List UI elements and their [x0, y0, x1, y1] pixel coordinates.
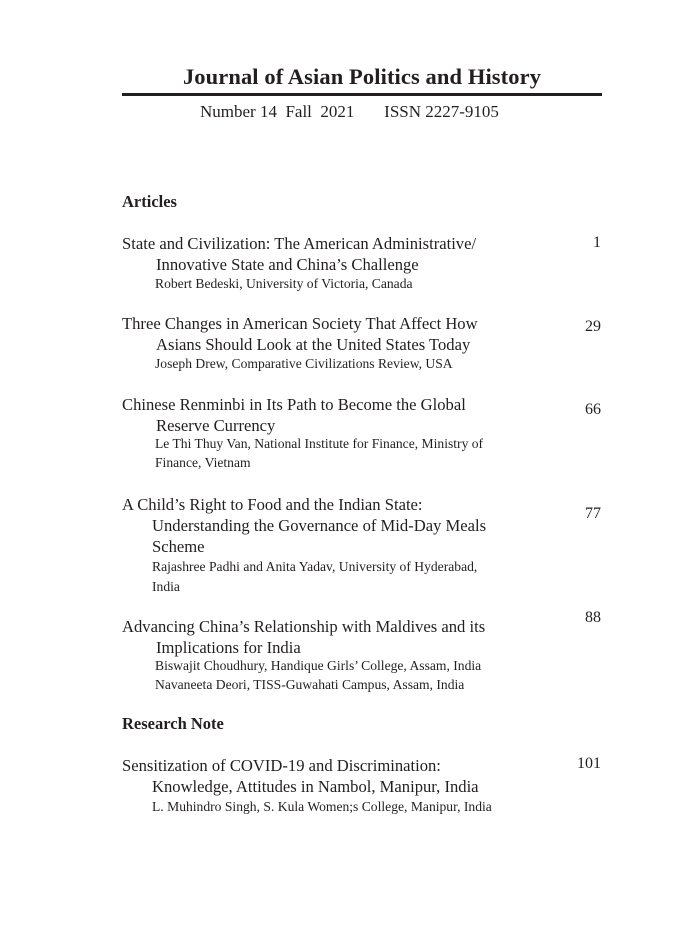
- entry-author-line: Navaneeta Deori, TISS-Guwahati Campus, Assam, India: [155, 677, 465, 692]
- entry-title-line: Asians Should Look at the United States Today: [156, 335, 471, 354]
- entry-author-line: Rajashree Padhi and Anita Yadav, University of Hyderabad,: [152, 559, 478, 574]
- entry-title-line: Reserve Currency: [156, 416, 276, 435]
- entry-author-line: India: [152, 579, 180, 594]
- entry-title-line: State and Civilization: The American Administrative/: [122, 234, 477, 253]
- entry-title-line: Chinese Renminbi in Its Path to Become the Global: [122, 395, 466, 414]
- entry-title-line: Understanding the Governance of Mid-Day Meals: [152, 516, 487, 535]
- issue-line: Number 14 Fall 2021 ISSN 2227-9105: [200, 102, 499, 121]
- entry-author-line: L. Muhindro Singh, S. Kula Women;s College, Manipur, India: [152, 799, 492, 814]
- entry-title-line: A Child’s Right to Food and the Indian State:: [122, 495, 423, 514]
- journal-title: Journal of Asian Politics and History: [182, 64, 542, 89]
- entry-title-line: Innovative State and China’s Challenge: [156, 255, 419, 274]
- page-number: 77: [585, 505, 601, 522]
- section-heading-research-note: Research Note: [122, 714, 224, 733]
- entry-title-line: Sensitization of COVID-19 and Discrimination:: [122, 756, 441, 775]
- page-number: 101: [577, 755, 601, 772]
- page-number: 29: [585, 318, 601, 335]
- title-rule: [122, 93, 602, 96]
- entry-title-line: Three Changes in American Society That Affect How: [122, 314, 478, 333]
- entry-title-line: Scheme: [152, 537, 205, 556]
- entry-author-line: Robert Bedeski, University of Victoria, Canada: [155, 276, 413, 291]
- entry-title-line: Implications for India: [156, 638, 301, 657]
- page-number: 1: [593, 234, 601, 251]
- entry-author-line: Biswajit Choudhury, Handique Girls’ College, Assam, India: [155, 658, 482, 673]
- entry-author-line: Le Thi Thuy Van, National Institute for Finance, Ministry of: [155, 436, 484, 451]
- page-number: 66: [585, 401, 601, 418]
- entry-author-line: Joseph Drew, Comparative Civilizations Review, USA: [155, 356, 453, 371]
- page-number: 88: [585, 609, 601, 626]
- entry-author-line: Finance, Vietnam: [155, 455, 251, 470]
- entry-title-line: Knowledge, Attitudes in Nambol, Manipur, India: [152, 777, 479, 796]
- section-heading-articles: Articles: [122, 192, 177, 211]
- entry-title-line: Advancing China’s Relationship with Maldives and its: [122, 617, 486, 636]
